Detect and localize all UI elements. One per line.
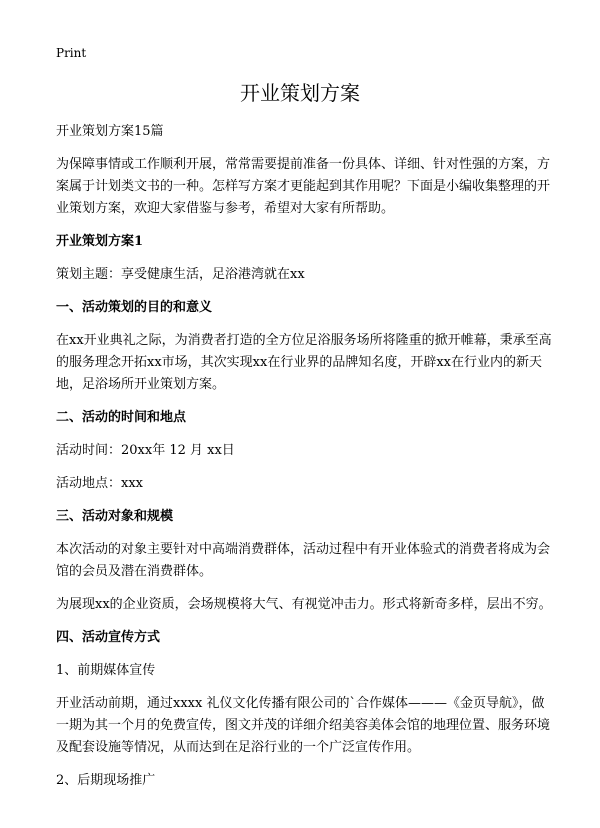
target-paragraph: 本次活动的对象主要针对中高端消费群体，活动过程中有开业体验式的消费者将成为会馆的会员及潜在消费群体。 bbox=[56, 542, 551, 579]
heading-promotion: 四、活动宣传方式 bbox=[56, 630, 161, 645]
heading-purpose: 一、活动策划的目的和意义 bbox=[56, 300, 213, 315]
document-subtitle: 开业策划方案15篇 bbox=[56, 124, 164, 139]
scale-paragraph: 为展现xx的企业资质，会场规模将大气、有视觉冲击力。形式将新奇多样，层出不穷。 bbox=[56, 597, 552, 612]
heading-target: 三、活动对象和规模 bbox=[56, 509, 174, 524]
promo-item-1: 1、前期媒体宣传 bbox=[56, 663, 156, 678]
heading-time-place: 二、活动的时间和地点 bbox=[56, 410, 187, 425]
document-body bbox=[56, 121, 556, 803]
purpose-paragraph: 在xx开业典礼之际，为消费者打造的全方位足浴服务场所将隆重的掀开帷幕，秉承至高的服务理念开拓xx市场，其次实现xx在行业界的品牌知名度，开辟xx在行业内的新天地，足浴场所开业策划方案。 bbox=[56, 333, 552, 392]
section-heading: 开业策划方案1 bbox=[56, 234, 144, 249]
time-line: 活动时间：20xx年 12 月 xx日 bbox=[56, 443, 235, 458]
theme-line: 策划主题：享受健康生活，足浴港湾就在xx bbox=[56, 267, 305, 282]
promo-paragraph-1: 开业活动前期，通过xxxx 礼仪文化传播有限公司的`合作媒体———《金页导航》，做一期为其一个月的免费宣传，图文并茂的详细介绍美容美体会馆的地理位置、服务环境及配套设施等情况，从而达到在足浴行业的一个广泛宣传作用。 bbox=[56, 696, 551, 755]
place-line: 活动地点：xxx bbox=[56, 476, 143, 491]
intro-paragraph: 为保障事情或工作顺利开展，常常需要提前准备一份具体、详细、针对性强的方案，方案属于计划类文书的一种。怎样写方案才更能起到其作用呢？下面是小编收集整理的开业策划方案，欢迎大家借鉴与参考，希望对大家有所帮助。 bbox=[56, 157, 551, 216]
print-label: Print bbox=[56, 46, 87, 60]
promo-item-2: 2、后期现场推广 bbox=[56, 773, 156, 788]
document-title: 开业策划方案 bbox=[240, 81, 360, 105]
